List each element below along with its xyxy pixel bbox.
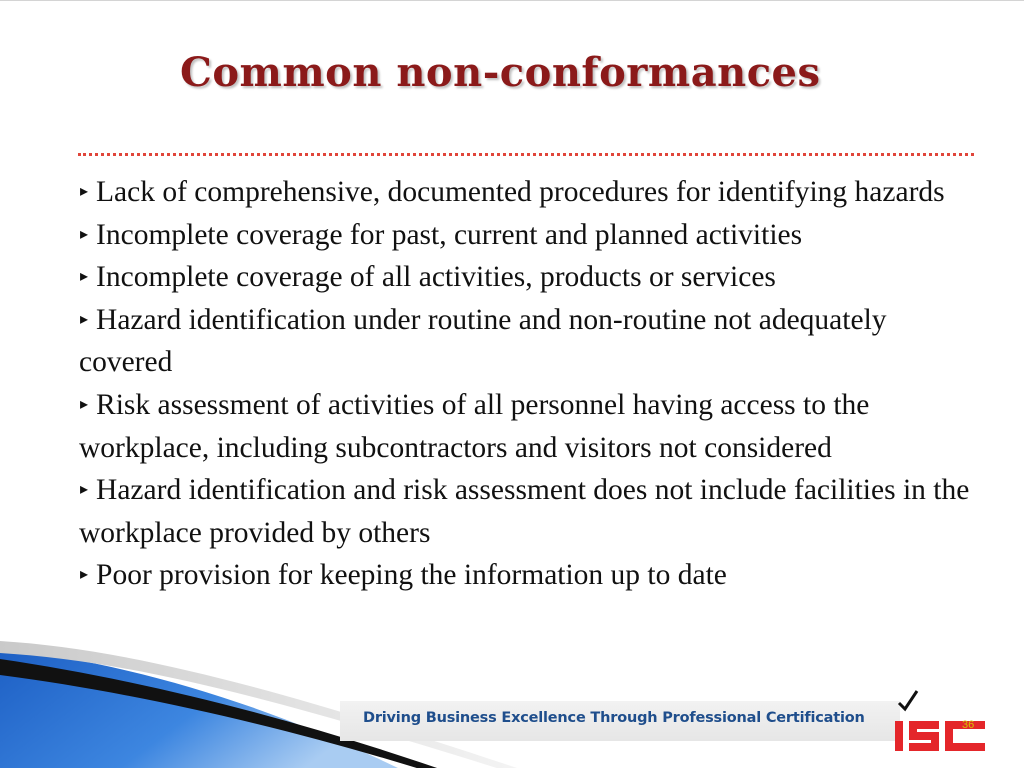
title-divider [78,153,974,156]
triangle-bullet-icon: ▸ [80,268,89,286]
triangle-bullet-icon: ▸ [80,395,89,413]
slide-title: Common non-conformances [180,49,821,96]
isc-logo [893,689,993,755]
page-number: 36 [962,719,975,731]
bullet-item [79,214,979,257]
bullet-item [79,299,979,384]
triangle-bullet-icon: ▸ [80,481,89,499]
bullet-item [79,469,979,554]
bullet-text: Hazard identification under routine and non-routine not adequately covered [79,303,887,379]
bullet-text: Incomplete coverage of all activities, products or services [96,261,776,294]
bullet-item [79,256,979,299]
footer-tagline: Driving Business Excellence Through Professional Certification [363,710,865,726]
checkmark-icon [899,691,917,709]
bullet-item [79,384,979,469]
bullet-text: Lack of comprehensive, documented procedures for identifying hazards [96,176,945,208]
triangle-bullet-icon: ▸ [80,566,89,584]
triangle-bullet-icon: ▸ [80,225,89,243]
bullet-text: Incomplete coverage for past, current and planned activities [96,218,803,251]
triangle-bullet-icon: ▸ [80,183,89,200]
bullet-text: Poor provision for keeping the information up to date [96,559,727,592]
bullet-text: Hazard identification and risk assessment does not include facilities in the workplace provided by others [79,474,970,549]
triangle-bullet-icon: ▸ [80,310,89,328]
decorative-swoosh [0,601,520,768]
bullet-text: Risk assessment of activities of all personnel having access to the workplace, including subcontractors and visitors not considered [79,388,870,464]
bullet-list [79,171,979,597]
bullet-item [79,554,979,597]
bullet-item [79,171,979,214]
